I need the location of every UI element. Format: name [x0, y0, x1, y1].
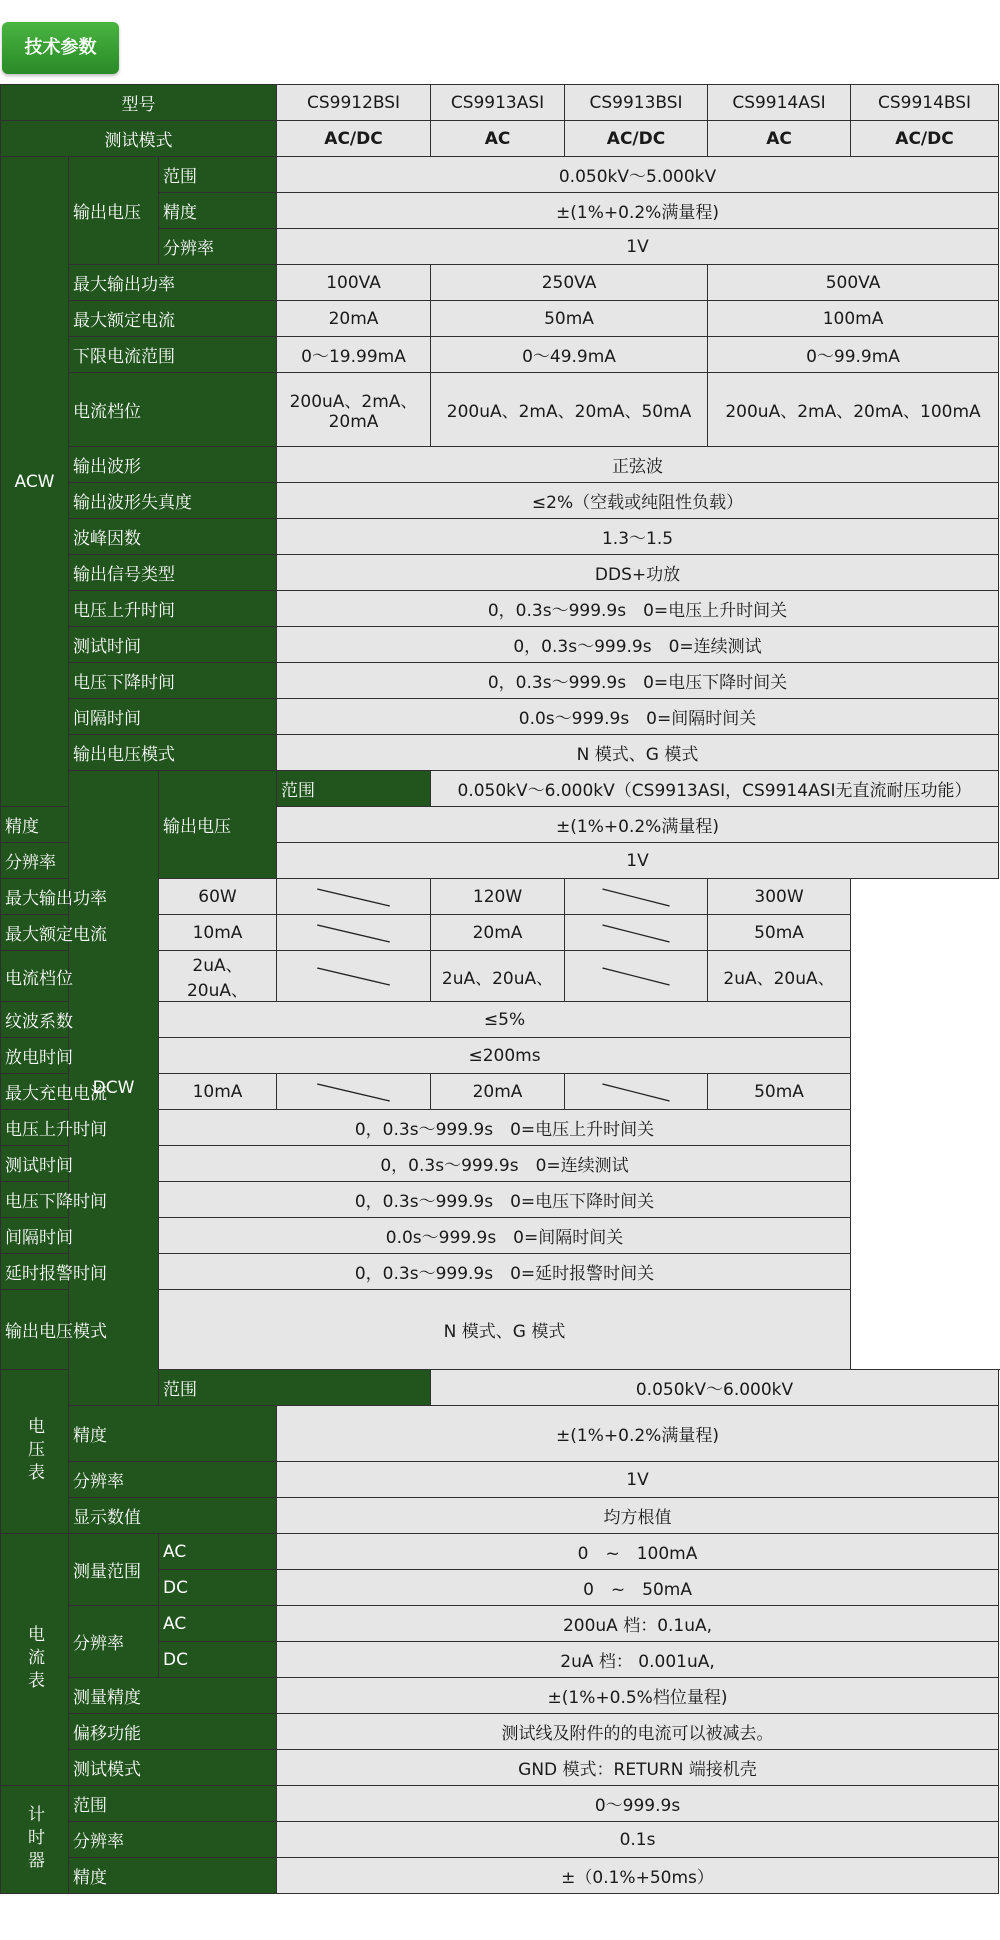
- acw-signal-value: DDS+功放: [277, 555, 999, 591]
- dcw-max-power-label: 最大输出功率: [1, 879, 159, 915]
- acw-range-label: 范围: [159, 157, 277, 193]
- dcw-max-power-value: 120W: [431, 879, 565, 915]
- dcw-ripple-row: [1, 1002, 999, 1038]
- ammeter-offset-value: 测试线及附件的的电流可以被减去。: [277, 1714, 999, 1750]
- acw-distortion-label: 输出波形失真度: [69, 483, 277, 519]
- dcw-current-gear-value: 2uA、20uA、: [159, 951, 277, 1002]
- dcw-max-current-value: 50mA: [708, 915, 851, 951]
- dcw-resolution-label: 分辨率: [1, 843, 69, 879]
- ammeter-meas-range-label: 测量范围: [69, 1534, 159, 1606]
- dcw-discharge-value: ≤200ms: [159, 1038, 851, 1074]
- dcw-charge-value: 20mA: [431, 1074, 565, 1110]
- dcw-mode-row: [1, 1290, 999, 1370]
- ammeter-accuracy-row: [1, 1678, 999, 1714]
- dcw-interval-label: 间隔时间: [1, 1218, 159, 1254]
- dcw-resolution-value: 1V: [277, 843, 999, 879]
- dcw-delay-value: 0，0.3s～999.9s 0=延时报警时间关: [159, 1254, 851, 1290]
- acw-current-gear-value: 200uA、2mA、20mA: [277, 373, 431, 447]
- mode-cell: AC: [431, 121, 565, 157]
- acw-max-current-value: 50mA: [431, 301, 708, 337]
- dcw-current-gear-row: [1, 951, 999, 1002]
- timer-resolution-row: [1, 1822, 999, 1858]
- ammeter-ac-label: AC: [159, 1534, 277, 1570]
- acw-rise-value: 0，0.3s～999.9s 0=电压上升时间关: [277, 591, 999, 627]
- acw-current-gear-value: 200uA、2mA、20mA、50mA: [431, 373, 708, 447]
- ammeter-mode-row: [1, 1750, 999, 1786]
- dcw-max-current-label: 最大额定电流: [1, 915, 159, 951]
- header-model-row: [1, 85, 999, 121]
- spec-table: [0, 84, 999, 1894]
- dcw-charge-value: 10mA: [159, 1074, 277, 1110]
- dcw-fall-value: 0，0.3s～999.9s 0=电压下降时间关: [159, 1182, 851, 1218]
- acw-waveform-value: 正弦波: [277, 447, 999, 483]
- dcw-range-row: [1, 771, 999, 807]
- mode-cell: AC/DC: [277, 121, 431, 157]
- model-label: 型号: [1, 85, 277, 121]
- timer-resolution-value: 0.1s: [277, 1822, 999, 1858]
- voltmeter-section-label: 电压表: [1, 1370, 69, 1534]
- dcw-max-current-value: 20mA: [431, 915, 565, 951]
- ammeter-range-ac-value: 0 ~ 100mA: [277, 1534, 999, 1570]
- acw-low-range-value: 0～99.9mA: [708, 337, 999, 373]
- dcw-charge-value: 50mA: [708, 1074, 851, 1110]
- voltmeter-display-row: [1, 1498, 999, 1534]
- dcw-output-voltage-label: 输出电压: [159, 771, 277, 879]
- timer-section-label: 计时器: [1, 1786, 69, 1894]
- ammeter-section-label: 电流表: [1, 1534, 69, 1786]
- acw-mode-row: [1, 735, 999, 771]
- not-applicable-slash: [277, 951, 431, 1002]
- not-applicable-slash: [565, 915, 708, 951]
- acw-range-row: [1, 157, 999, 193]
- ammeter-accuracy-value: ±(1%+0.5%档位量程): [277, 1678, 999, 1714]
- dcw-max-power-row: [1, 879, 999, 915]
- dcw-rise-value: 0，0.3s～999.9s 0=电压上升时间关: [159, 1110, 851, 1146]
- model-cell: CS9913BSI: [565, 85, 708, 121]
- not-applicable-slash: [277, 879, 431, 915]
- acw-test-time-row: [1, 627, 999, 663]
- model-cell: CS9912BSI: [277, 85, 431, 121]
- acw-waveform-row: [1, 447, 999, 483]
- ammeter-dc-label: DC: [159, 1642, 277, 1678]
- timer-resolution-label: 分辨率: [69, 1822, 277, 1858]
- dcw-current-gear-value: 2uA、20uA、: [708, 951, 851, 1002]
- acw-interval-label: 间隔时间: [69, 699, 277, 735]
- dcw-test-time-row: [1, 1146, 999, 1182]
- ammeter-mode-label: 测试模式: [69, 1750, 277, 1786]
- acw-resolution-value: 1V: [277, 229, 999, 265]
- dcw-fall-row: [1, 1182, 999, 1218]
- dcw-charge-label: 最大充电电流: [1, 1074, 159, 1110]
- acw-test-time-value: 0，0.3s～999.9s 0=连续测试: [277, 627, 999, 663]
- not-applicable-slash: [277, 1074, 431, 1110]
- acw-distortion-value: ≤2%（空载或纯阻性负载）: [277, 483, 999, 519]
- dcw-rise-label: 电压上升时间: [1, 1110, 159, 1146]
- dcw-test-time-value: 0，0.3s～999.9s 0=连续测试: [159, 1146, 851, 1182]
- acw-max-power-value: 500VA: [708, 265, 999, 301]
- acw-current-gear-value: 200uA、2mA、20mA、100mA: [708, 373, 999, 447]
- acw-crest-label: 波峰因数: [69, 519, 277, 555]
- model-cell: CS9914BSI: [851, 85, 999, 121]
- not-applicable-slash: [277, 915, 431, 951]
- ammeter-range-ac-row: [1, 1534, 999, 1570]
- voltmeter-range-value: 0.050kV～6.000kV: [431, 1370, 999, 1406]
- dcw-max-current-value: 10mA: [159, 915, 277, 951]
- timer-accuracy-value: ±（0.1%+50ms）: [277, 1858, 999, 1894]
- ammeter-offset-label: 偏移功能: [69, 1714, 277, 1750]
- dcw-max-power-value: 60W: [159, 879, 277, 915]
- acw-low-range-label: 下限电流范围: [69, 337, 277, 373]
- dcw-charge-row: [1, 1074, 999, 1110]
- not-applicable-slash: [565, 1074, 708, 1110]
- acw-distortion-row: [1, 483, 999, 519]
- acw-test-time-label: 测试时间: [69, 627, 277, 663]
- dcw-current-gear-label: 电流档位: [1, 951, 159, 1002]
- ammeter-accuracy-label: 测量精度: [69, 1678, 277, 1714]
- dcw-delay-label: 延时报警时间: [1, 1254, 159, 1290]
- dcw-test-time-label: 测试时间: [1, 1146, 159, 1182]
- ammeter-res-ac-row: [1, 1606, 999, 1642]
- dcw-mode-value: N 模式、G 模式: [159, 1290, 851, 1370]
- acw-low-range-row: [1, 337, 999, 373]
- ammeter-mode-value: GND 模式：RETURN 端接机壳: [277, 1750, 999, 1786]
- acw-section-label: ACW: [1, 157, 69, 807]
- timer-accuracy-row: [1, 1858, 999, 1894]
- mode-cell: AC/DC: [565, 121, 708, 157]
- acw-rise-row: [1, 591, 999, 627]
- acw-low-range-value: 0～49.9mA: [431, 337, 708, 373]
- voltmeter-accuracy-value: ±(1%+0.2%满量程): [277, 1406, 999, 1462]
- model-cell: CS9913ASI: [431, 85, 565, 121]
- acw-rise-label: 电压上升时间: [69, 591, 277, 627]
- voltmeter-display-label: 显示数值: [69, 1498, 277, 1534]
- acw-signal-row: [1, 555, 999, 591]
- model-cell: CS9914ASI: [708, 85, 851, 121]
- voltmeter-accuracy-label: 精度: [69, 1406, 277, 1462]
- dcw-delay-row: [1, 1254, 999, 1290]
- dcw-interval-row: [1, 1218, 999, 1254]
- dcw-accuracy-value: ±(1%+0.2%满量程): [277, 807, 999, 843]
- acw-mode-label: 输出电压模式: [69, 735, 277, 771]
- acw-max-current-value: 100mA: [708, 301, 999, 337]
- dcw-section-label: DCW: [69, 771, 159, 1406]
- acw-output-voltage-label: 输出电压: [69, 157, 159, 265]
- timer-range-row: [1, 1786, 999, 1822]
- dcw-accuracy-label: 精度: [1, 807, 69, 843]
- acw-accuracy-label: 精度: [159, 193, 277, 229]
- ammeter-res-ac-value: 200uA 档：0.1uA,: [277, 1606, 999, 1642]
- voltmeter-resolution-row: [1, 1462, 999, 1498]
- ammeter-offset-row: [1, 1714, 999, 1750]
- voltmeter-display-value: 均方根值: [277, 1498, 999, 1534]
- dcw-max-current-row: [1, 915, 999, 951]
- acw-crest-row: [1, 519, 999, 555]
- dcw-discharge-row: [1, 1038, 999, 1074]
- acw-crest-value: 1.3～1.5: [277, 519, 999, 555]
- timer-accuracy-label: 精度: [69, 1858, 277, 1894]
- acw-accuracy-value: ±(1%+0.2%满量程): [277, 193, 999, 229]
- timer-range-value: 0～999.9s: [277, 1786, 999, 1822]
- voltmeter-resolution-value: 1V: [277, 1462, 999, 1498]
- dcw-mode-label: 输出电压模式: [1, 1290, 159, 1370]
- acw-max-power-label: 最大输出功率: [69, 265, 277, 301]
- mode-cell: AC: [708, 121, 851, 157]
- timer-range-label: 范围: [69, 1786, 277, 1822]
- voltmeter-accuracy-row: [1, 1406, 999, 1462]
- ammeter-resolution-label: 分辨率: [69, 1606, 159, 1678]
- acw-max-current-row: [1, 301, 999, 337]
- not-applicable-slash: [565, 879, 708, 915]
- dcw-interval-value: 0.0s～999.9s 0=间隔时间关: [159, 1218, 851, 1254]
- acw-max-power-row: [1, 265, 999, 301]
- acw-range-value: 0.050kV～5.000kV: [277, 157, 999, 193]
- acw-fall-label: 电压下降时间: [69, 663, 277, 699]
- voltmeter-range-label: 范围: [159, 1370, 431, 1406]
- acw-interval-row: [1, 699, 999, 735]
- acw-max-power-value: 250VA: [431, 265, 708, 301]
- mode-cell: AC/DC: [851, 121, 999, 157]
- acw-signal-label: 输出信号类型: [69, 555, 277, 591]
- dcw-discharge-label: 放电时间: [1, 1038, 159, 1074]
- voltmeter-resolution-label: 分辨率: [69, 1462, 277, 1498]
- dcw-ripple-label: 纹波系数: [1, 1002, 159, 1038]
- section-title-badge: 技术参数: [2, 22, 119, 74]
- ammeter-dc-label: DC: [159, 1570, 277, 1606]
- dcw-rise-row: [1, 1110, 999, 1146]
- acw-fall-value: 0，0.3s～999.9s 0=电压下降时间关: [277, 663, 999, 699]
- dcw-range-label: 范围: [277, 771, 431, 807]
- header-mode-row: [1, 121, 999, 157]
- dcw-max-power-value: 300W: [708, 879, 851, 915]
- acw-waveform-label: 输出波形: [69, 447, 277, 483]
- acw-current-gear-row: [1, 373, 999, 447]
- acw-max-power-value: 100VA: [277, 265, 431, 301]
- dcw-fall-label: 电压下降时间: [1, 1182, 159, 1218]
- dcw-current-gear-value: 2uA、20uA、: [431, 951, 565, 1002]
- acw-low-range-value: 0～19.99mA: [277, 337, 431, 373]
- acw-fall-row: [1, 663, 999, 699]
- ammeter-res-dc-value: 2uA 档： 0.001uA,: [277, 1642, 999, 1678]
- acw-max-current-label: 最大额定电流: [69, 301, 277, 337]
- acw-resolution-label: 分辨率: [159, 229, 277, 265]
- dcw-ripple-value: ≤5%: [159, 1002, 851, 1038]
- acw-current-gear-label: 电流档位: [69, 373, 277, 447]
- mode-label: 测试模式: [1, 121, 277, 157]
- acw-mode-value: N 模式、G 模式: [277, 735, 999, 771]
- acw-max-current-value: 20mA: [277, 301, 431, 337]
- dcw-range-value: 0.050kV～6.000kV（CS9913ASI，CS9914ASI无直流耐压功能）: [431, 771, 999, 807]
- acw-interval-value: 0.0s～999.9s 0=间隔时间关: [277, 699, 999, 735]
- ammeter-ac-label: AC: [159, 1606, 277, 1642]
- ammeter-range-dc-value: 0 ~ 50mA: [277, 1570, 999, 1606]
- not-applicable-slash: [565, 951, 708, 1002]
